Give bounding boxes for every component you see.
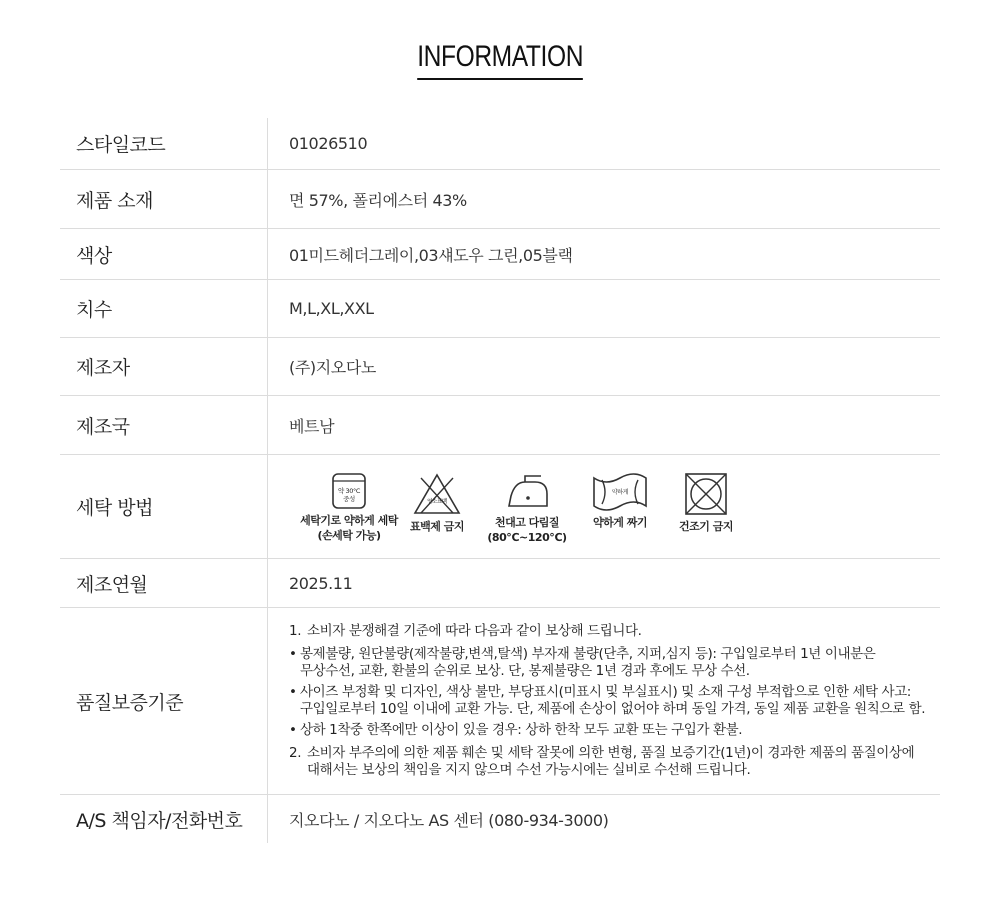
wash-30c-icon (331, 472, 367, 510)
quality-bullet (289, 722, 940, 739)
row-label: 세탁 방법 (60, 455, 268, 558)
care-item-iron (479, 472, 575, 545)
quality-bullet (289, 684, 940, 701)
care-label (410, 519, 464, 534)
bleach-text: 염소표백 (427, 499, 447, 505)
row-label: 치수 (60, 280, 268, 337)
table-row-color (60, 229, 940, 280)
page-title: INFORMATION (417, 38, 583, 80)
gentle-wring-icon (590, 472, 650, 512)
table-row-material (60, 170, 940, 229)
row-value: 01미드헤더그레이,03섀도우 그린,05블랙 (289, 245, 573, 265)
row-value: 지오다노 / 지오다노 AS 센터 (080-934-3000) (289, 810, 609, 830)
quality-num: 2. (289, 745, 302, 761)
row-label: 스타일코드 (60, 118, 268, 169)
care-label (679, 519, 733, 534)
table-row-size (60, 280, 940, 338)
care-label-line: 천대고 다림질 (494, 516, 560, 529)
quality-line: 무상수선, 교환, 환불의 순위로 보상. 단, 봉제불량은 1년 경과 후에도 무상 수선. (300, 663, 750, 679)
quality-line: 사이즈 부정확 및 디자인, 색상 불만, 부당표시(미표시 및 부실표시) 및 소재 구성 부적합으로 인한 세탁 사고: (300, 684, 911, 700)
care-item-no-bleach (399, 472, 475, 534)
row-value: 면 57%, 폴리에스터 43% (289, 190, 467, 210)
table-row-country (60, 396, 940, 455)
row-label: 제조국 (60, 396, 268, 454)
care-item-no-dryer (663, 472, 749, 534)
table-row-date (60, 559, 940, 608)
table-row-wash (60, 455, 940, 559)
no-tumble-dry-icon (683, 472, 729, 516)
care-item-wring (577, 472, 663, 530)
table-row-style-code (60, 118, 940, 170)
row-label: 제조자 (60, 338, 268, 395)
wash-neutral-text: 중성 (343, 495, 355, 503)
quality-text (268, 623, 940, 779)
page-title-wrap (0, 38, 1000, 80)
care-label (487, 515, 566, 545)
row-label: 제품 소재 (60, 170, 268, 228)
row-value: 01026510 (289, 134, 368, 153)
care-label (300, 513, 398, 543)
quality-item (289, 623, 940, 640)
row-value: M,L,XL,XXL (289, 299, 374, 318)
care-label-line: 표백제 금지 (410, 520, 464, 533)
wring-text: 약하게 (611, 489, 629, 496)
no-bleach-icon (412, 472, 462, 516)
row-label: 품질보증기준 (60, 608, 268, 794)
quality-line: 구입일로부터 10일 이내에 교환 가능. 단, 제품에 손상이 없어야 하며 동일 가격, 동일 제품 교환을 원칙으로 함. (300, 701, 926, 717)
quality-bullet (289, 646, 940, 663)
wash-temp-text: 약 30°C (337, 487, 361, 495)
table-row-quality (60, 608, 940, 795)
row-value: 2025.11 (289, 573, 353, 593)
quality-line: 봉제불량, 원단불량(제작불량,변색,탈색) 부자재 불량(단추, 지퍼,심지 등): 구입일로부터 1년 이내분은 (300, 646, 876, 662)
row-label: A/S 책임자/전화번호 (60, 795, 268, 843)
quality-line: 소비자 부주의에 의한 제품 훼손 및 세탁 잘못에 의한 변형, 품질 보증기간(1년)이 경과한 제품의 품질이상에 (307, 745, 915, 761)
quality-line: 소비자 분쟁해결 기준에 따라 다음과 같이 보상해 드립니다. (307, 623, 642, 639)
row-label: 색상 (60, 229, 268, 279)
bullet: • (289, 684, 297, 700)
info-table (60, 118, 940, 843)
care-label (593, 515, 647, 530)
table-row-as (60, 795, 940, 843)
bullet: • (289, 646, 297, 662)
row-label: 제조연월 (60, 559, 268, 607)
care-item-wash (289, 472, 409, 543)
care-label-line: 건조기 금지 (679, 520, 733, 533)
bullet: • (289, 722, 297, 738)
table-row-maker (60, 338, 940, 396)
care-label-line: 약하게 짜기 (593, 516, 647, 529)
iron-icon (503, 472, 551, 512)
care-label-line: (손세탁 가능) (317, 529, 381, 542)
row-value: (주)지오다노 (289, 358, 376, 377)
quality-num: 1. (289, 623, 302, 639)
row-value: 베트남 (289, 416, 335, 436)
care-label-line: (80℃~120℃) (487, 531, 567, 544)
care-icons (268, 468, 940, 545)
quality-line: 상하 1착중 한쪽에만 이상이 있을 경우: 상하 한착 모두 교환 또는 구입가 환불. (300, 722, 743, 738)
quality-item (289, 745, 940, 762)
care-label-line: 세탁기로 약하게 세탁 (300, 514, 398, 527)
quality-line: 대해서는 보상의 책임을 지지 않으며 수선 가능시에는 실비로 수선해 드립니다. (307, 762, 751, 778)
